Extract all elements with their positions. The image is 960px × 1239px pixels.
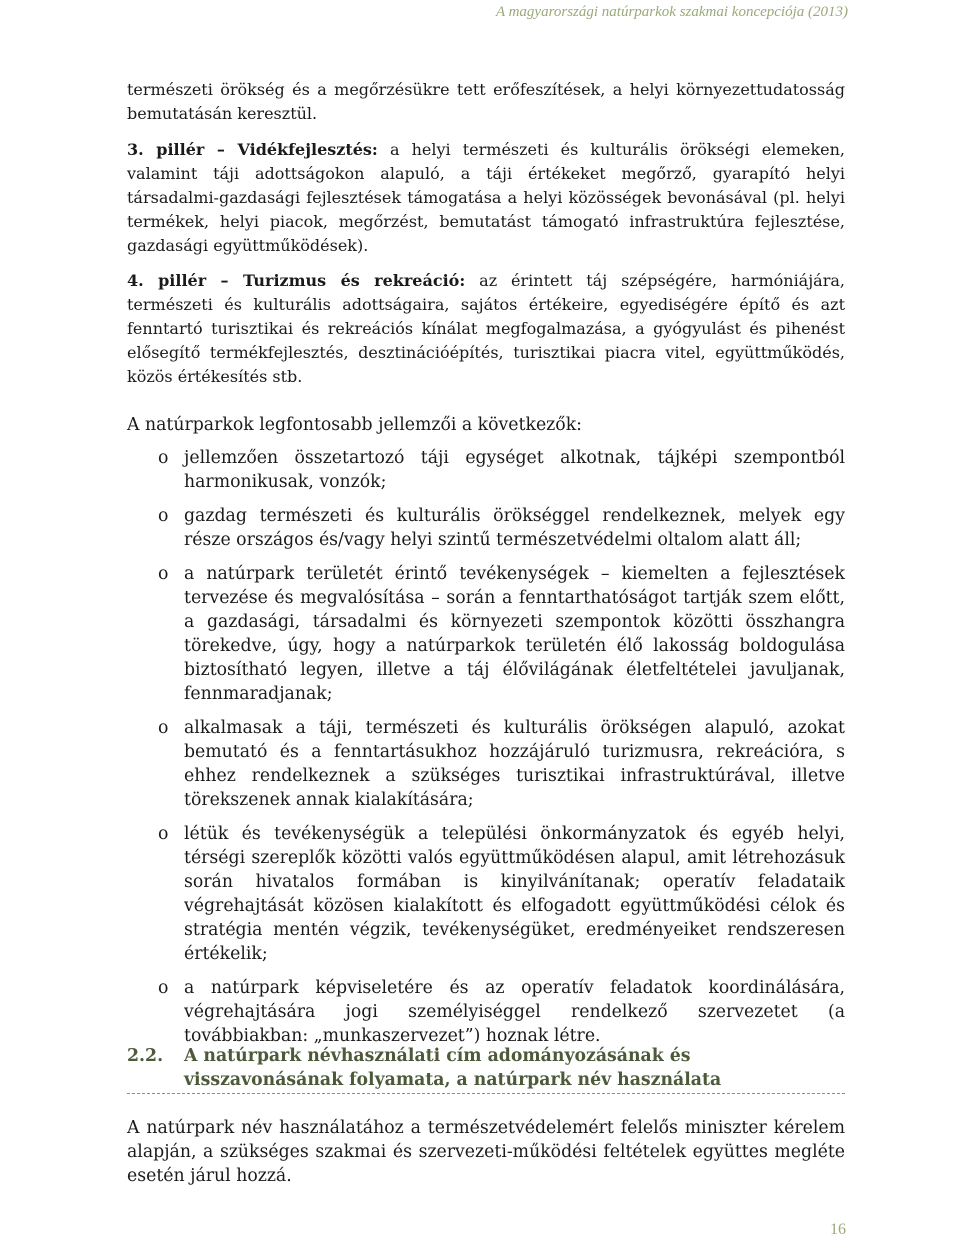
bullet-icon: o bbox=[158, 718, 169, 738]
bullet-icon: o bbox=[158, 978, 169, 998]
list-item: o alkalmasak a táji, természeti és kulturális örökségen alapuló, azokat bemutató és a fenntartásukhoz hozzájáruló turizmusra, rekreációra, s ehhez rendelkeznek a szükséges turisztikai infrastruktúrával, illetve törekszenek annak kialakítására; bbox=[158, 718, 845, 810]
bullet-icon: o bbox=[158, 564, 169, 584]
pillar-3-label: 3. pillér – Vidékfejlesztés: bbox=[127, 140, 378, 159]
page-number: 16 bbox=[830, 1221, 846, 1238]
paragraph-closing: A natúrpark név használatához a természetvédelemért felelős miniszter kérelem alapján, a szükséges szakmai és szervezeti-működési feltételek együttes megléte esetén járul hozzá. bbox=[127, 1118, 845, 1186]
paragraph-pillar-4 bbox=[127, 269, 845, 389]
bullet-icon: o bbox=[158, 824, 169, 844]
bullet-icon: o bbox=[158, 506, 169, 526]
pillar-4-text: az érintett táj szépségére, harmóniájára, természeti és kulturális adottságaira, sajátos értékeire, egyediségére építő és azt fenntartó turisztikai és rekreációs kínálat megfogalmazása, a gyógyulást és pihenést elősegítő termékfejlesztés, desztinációépítés, turisztikai piacra vitel, együttműködés, közös értékesítés stb. bbox=[127, 271, 845, 386]
bullet-icon: o bbox=[158, 448, 169, 468]
pillar-4-label: 4. pillér – Turizmus és rekreáció: bbox=[127, 271, 466, 290]
pillar-3-text: a helyi természeti és kulturális örökségi elemeken, valamint táji adottságokon alapuló, a táji értékeket megőrző, gyarapító helyi társadalmi-gazdasági fejlesztések támogatása a helyi közösségek bevonásával (pl. helyi termékek, helyi piacok, megőrzést, bemutatást támogató infrastruktúra fejlesztése, gazdasági együttműködések). bbox=[127, 140, 846, 255]
section-heading bbox=[127, 1044, 845, 1094]
list-intro: A natúrparkok legfontosabb jellemzői a következők: bbox=[127, 415, 582, 435]
list-item: o jellemzően összetartozó táji egységet alkotnak, tájképi szempontból harmonikusak, vonzók; bbox=[158, 448, 845, 492]
section-title: A natúrpark névhasználati cím adományozásának és visszavonásának folyamata, a natúrpark név használata bbox=[184, 1046, 722, 1090]
list-item: o gazdag természeti és kulturális örökséggel rendelkeznek, melyek egy része országos és/vagy helyi szintű természetvédelmi oltalom alatt áll; bbox=[158, 506, 845, 550]
paragraph-pillar-3 bbox=[127, 138, 845, 258]
characteristics-list bbox=[127, 446, 845, 1058]
list-item: o a natúrpark területét érintő tevékenységek – kiemelten a fejlesztések tervezése és megvalósítása – során a fenntarthatóságot tartják szem előtt, a gazdasági, társadalmi és környezeti szempontok közötti összhangra törekedve, úgy, hogy a natúrparkok területén élő lakosság boldogulása biztosítható legyen, illetve a táj élővilágának életfeltételei javuljanak, fennmaradjanak; bbox=[158, 564, 845, 704]
list-item: o a natúrpark képviseletére és az operatív feladatok koordinálására, végrehajtására jogi személyiséggel rendelkező szervezetet (a továbbiakban: „munkaszervezet”) hoznak létre. bbox=[158, 978, 845, 1046]
section-number: 2.2. bbox=[127, 1046, 164, 1066]
paragraph-heritage: természeti örökség és a megőrzésükre tett erőfeszítések, a helyi környezettudatosság bemutatásán keresztül. bbox=[127, 80, 845, 123]
running-header: A magyarországi natúrparkok szakmai koncepciója (2013) bbox=[495, 4, 848, 20]
list-item: o létük és tevékenységük a települési önkormányzatok és egyéb helyi, térségi szereplők közötti valós együttműködésen alapul, amit létrehozásuk során hivatalos formában is kinyilvánítanak; operatív feladataik végrehajtását közösen kialakított és elfogadott együttműködési célok és stratégia mentén végzik, tevékenységüket, eredményeiket rendszeresen értékelik; bbox=[158, 824, 845, 964]
